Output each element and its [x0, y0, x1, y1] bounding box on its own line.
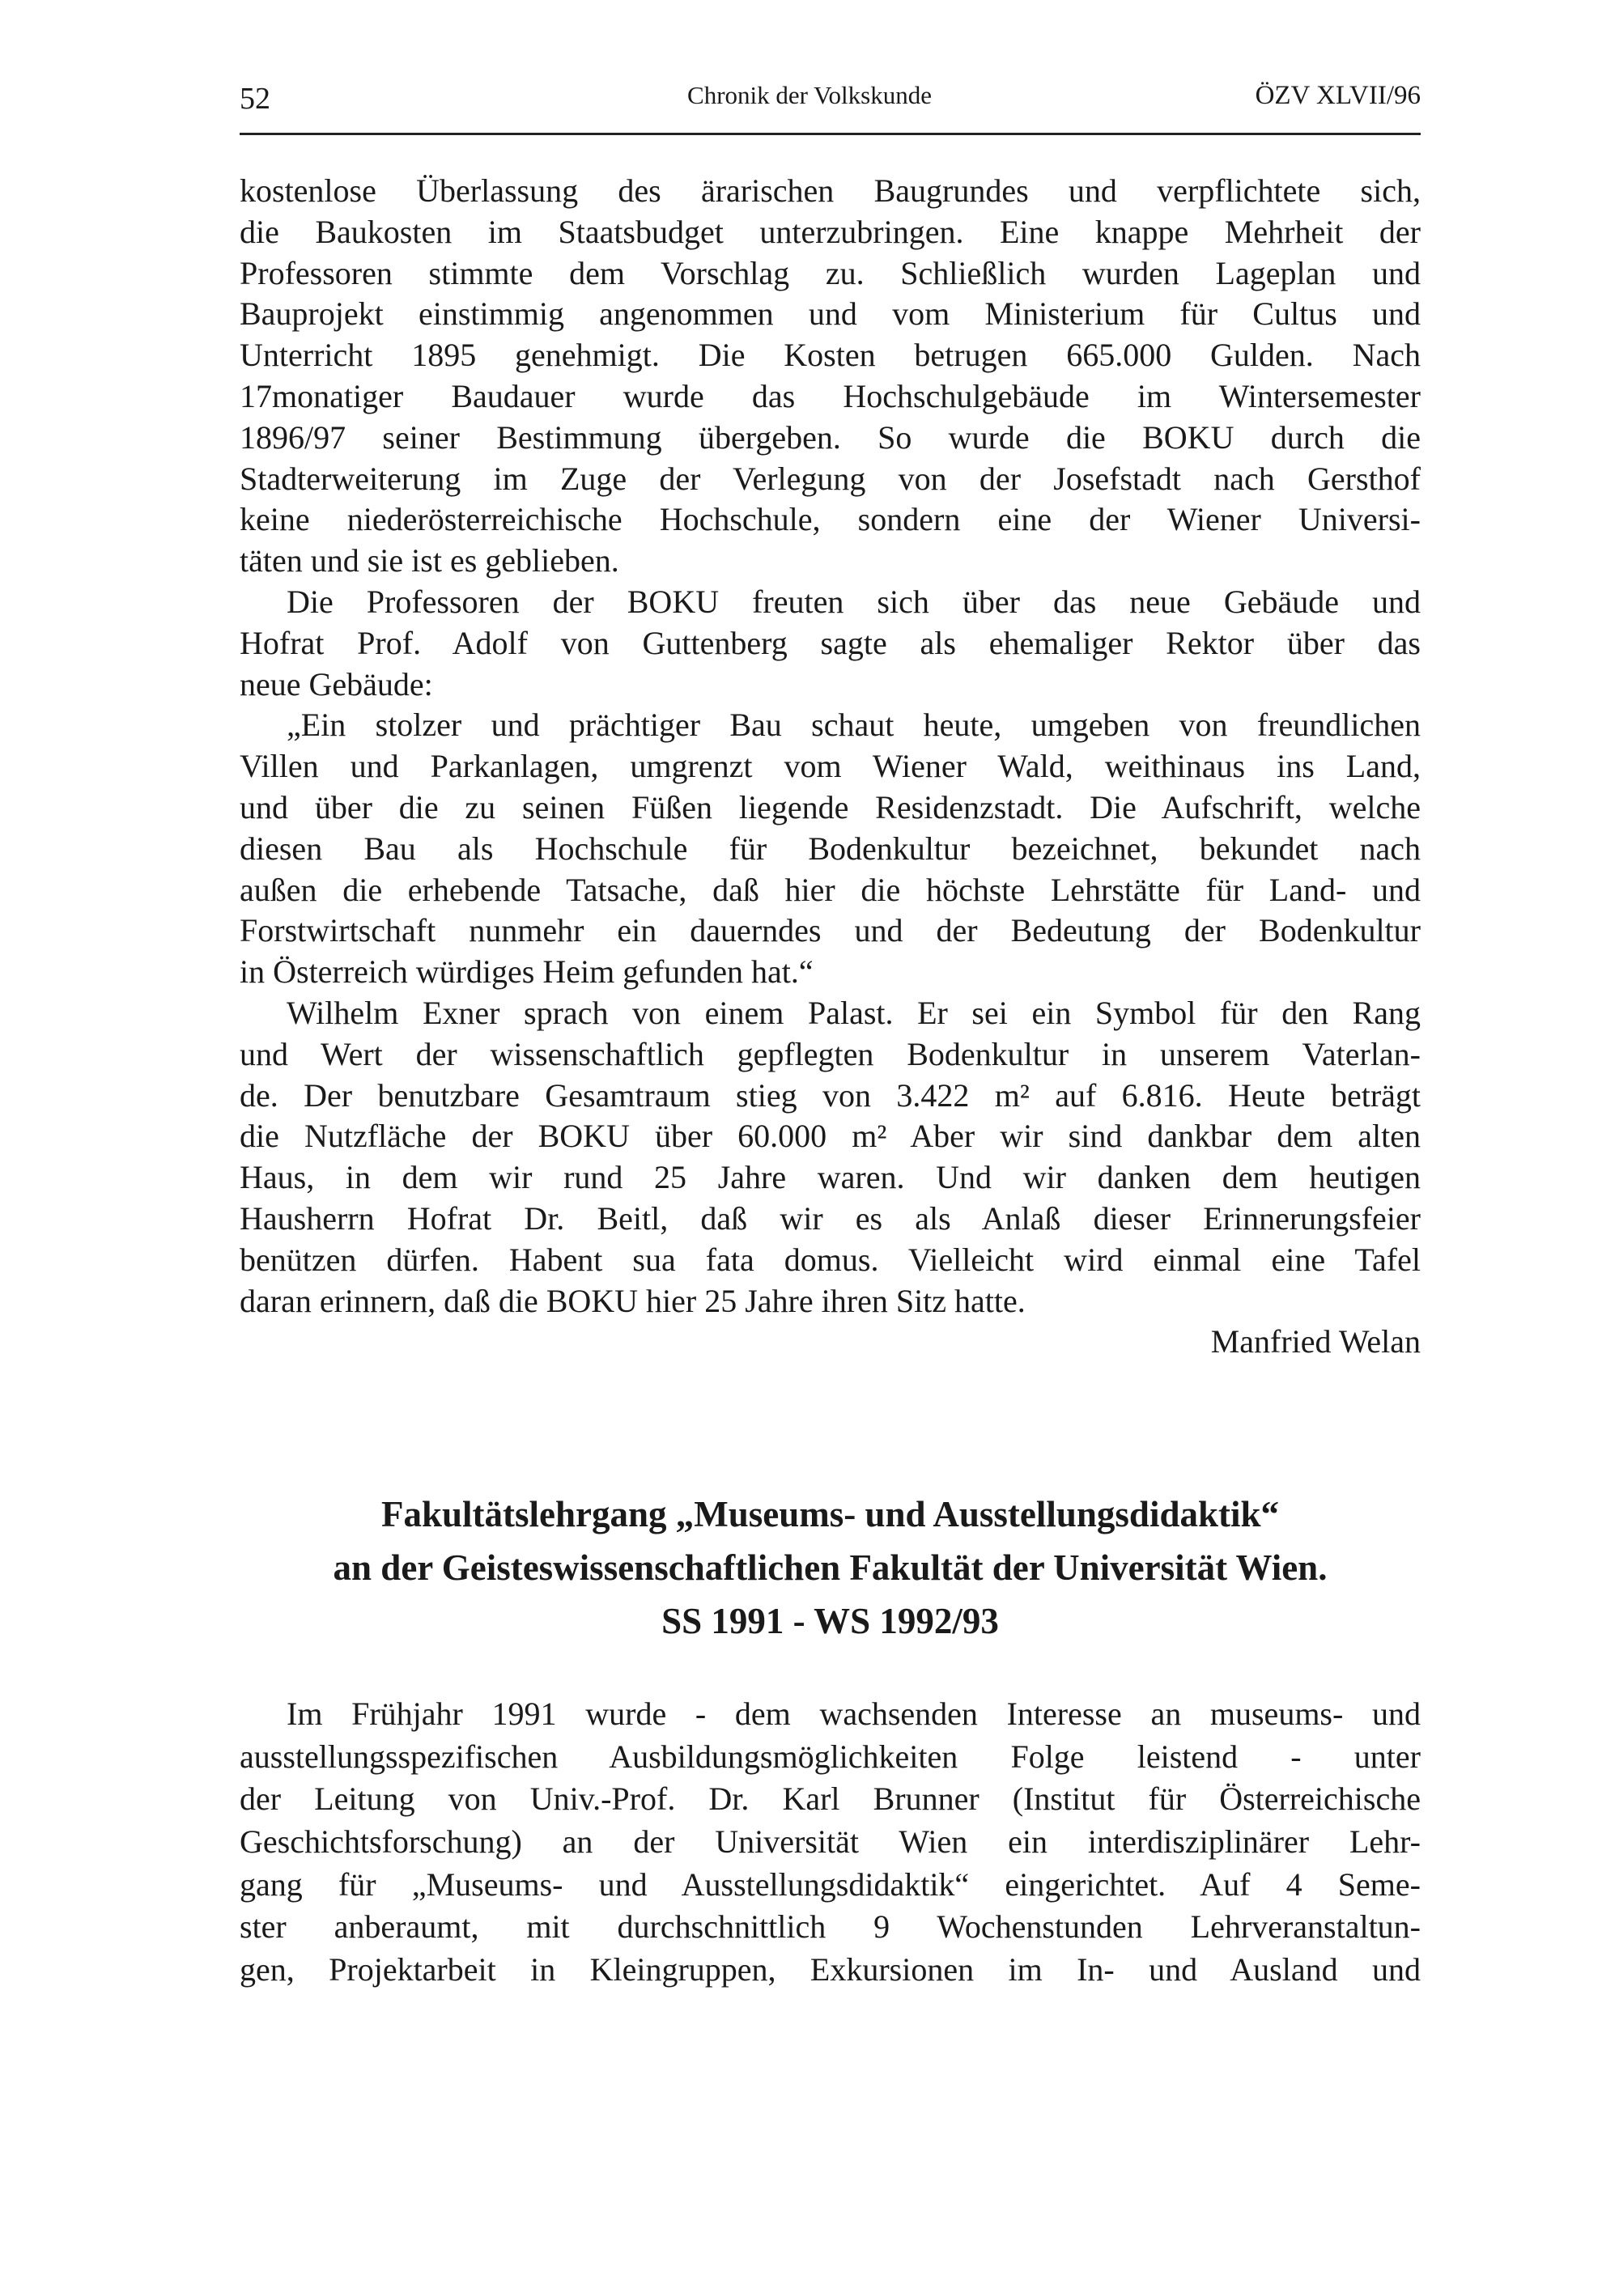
- text-line: daran erinnern, daß die BOKU hier 25 Jahre ihren Sitz hatte.: [240, 1282, 1026, 1319]
- article-body-1: [240, 171, 1421, 1363]
- text-line: Hausherrn Hofrat Dr. Beitl, daß wir es als Anlaß dieser Erinnerungsfeier: [240, 1199, 1421, 1237]
- article-body-2: [240, 1693, 1421, 1992]
- text-line: Stadterweiterung im Zuge der Verlegung von der Josefstadt nach Gersthof: [240, 460, 1421, 497]
- text-line: außen die erhebende Tatsache, daß hier die höchste Lehrstätte für Land- und: [240, 871, 1421, 908]
- text-line: Haus, in dem wir rund 25 Jahre waren. Und wir danken dem heutigen: [240, 1159, 1421, 1196]
- heading-line: Fakultätslehrgang „Museums- und Ausstellungsdidaktik“: [380, 1494, 1280, 1534]
- text-line: und über die zu seinen Füßen liegende Residenzstadt. Die Aufschrift, welche: [240, 788, 1421, 825]
- text-line: Die Professoren der BOKU freuten sich über das neue Gebäude und: [287, 583, 1421, 620]
- text-line: die Nutzfläche der BOKU über 60.000 m² Aber wir sind dankbar dem alten: [240, 1118, 1421, 1155]
- text-line: gen, Projektarbeit in Kleingruppen, Exkursionen im In- und Ausland und: [240, 1951, 1421, 1988]
- text-line: 1896/97 seiner Bestimmung übergeben. So wurde die BOKU durch die: [240, 418, 1421, 456]
- heading-line: an der Geisteswissenschaftlichen Fakultät der Universität Wien.: [333, 1547, 1328, 1588]
- journal-reference: ÖZV XLVII/96: [1255, 81, 1421, 110]
- text-line: Unterricht 1895 genehmigt. Die Kosten betrugen 665.000 Gulden. Nach: [240, 337, 1421, 374]
- text-line: neue Gebäude:: [240, 665, 433, 702]
- text-line: de. Der benutzbare Gesamtraum stieg von 3.422 m² auf 6.816. Heute beträgt: [240, 1076, 1421, 1114]
- text-line: in Österreich würdiges Heim gefunden hat.“: [240, 953, 814, 991]
- text-line: ster anberaumt, mit durchschnittlich 9 Wochenstunden Lehrveranstaltun-: [240, 1908, 1421, 1946]
- running-title: Chronik der Volkskunde: [687, 81, 932, 109]
- text-line: gang für „Museums- und Ausstellungsdidaktik“ eingerichtet. Auf 4 Seme-: [240, 1865, 1421, 1903]
- text-line: Geschichtsforschung) an der Universität Wien ein interdisziplinärer Lehr-: [240, 1823, 1421, 1861]
- text-line: Hofrat Prof. Adolf von Guttenberg sagte als ehemaliger Rektor über das: [240, 624, 1421, 661]
- text-line: kostenlose Überlassung des ärarischen Baugrundes und verpflichtete sich,: [240, 172, 1421, 209]
- text-line: die Baukosten im Staatsbudget unterzubringen. Eine knappe Mehrheit der: [240, 213, 1421, 250]
- text-line: Professoren stimmte dem Vorschlag zu. Schließlich wurden Lageplan und: [240, 254, 1421, 291]
- text-line: Im Frühjahr 1991 wurde - dem wachsenden Interesse an museums- und: [287, 1695, 1421, 1732]
- heading-line: SS 1991 - WS 1992/93: [661, 1601, 999, 1641]
- article-heading: [240, 1488, 1421, 1648]
- text-line: und Wert der wissenschaftlich gepflegten Bodenkultur in unserem Vaterlan-: [240, 1035, 1421, 1072]
- text-line: 17monatiger Baudauer wurde das Hochschulgebäude im Wintersemester: [240, 377, 1421, 414]
- author-signature: Manfried Welan: [1210, 1323, 1421, 1360]
- text-line: Bauprojekt einstimmig angenommen und vom Ministerium für Cultus und: [240, 295, 1421, 333]
- header-rule: [240, 133, 1421, 135]
- text-line: der Leitung von Univ.-Prof. Dr. Karl Brunner (Institut für Österreichische: [240, 1780, 1421, 1818]
- text-line: Villen und Parkanlagen, umgrenzt vom Wiener Wald, weithinaus ins Land,: [240, 748, 1421, 785]
- text-line: Wilhelm Exner sprach von einem Palast. Er sei ein Symbol für den Rang: [287, 994, 1421, 1031]
- page-number: 52: [240, 82, 270, 116]
- text-line: keine niederösterreichische Hochschule, sondern eine der Wiener Universi-: [240, 501, 1421, 538]
- text-line: benützen dürfen. Habent sua fata domus. Vielleicht wird einmal eine Tafel: [240, 1241, 1421, 1278]
- text-line: Forstwirtschaft nunmehr ein dauerndes und der Bedeutung der Bodenkultur: [240, 912, 1421, 949]
- text-line: diesen Bau als Hochschule für Bodenkultur bezeichnet, bekundet nach: [240, 830, 1421, 867]
- text-line: täten und sie ist es geblieben.: [240, 542, 619, 579]
- text-line: „Ein stolzer und prächtiger Bau schaut heute, umgeben von freundlichen: [287, 707, 1421, 744]
- text-line: ausstellungsspezifischen Ausbildungsmöglichkeiten Folge leistend - unter: [240, 1738, 1421, 1775]
